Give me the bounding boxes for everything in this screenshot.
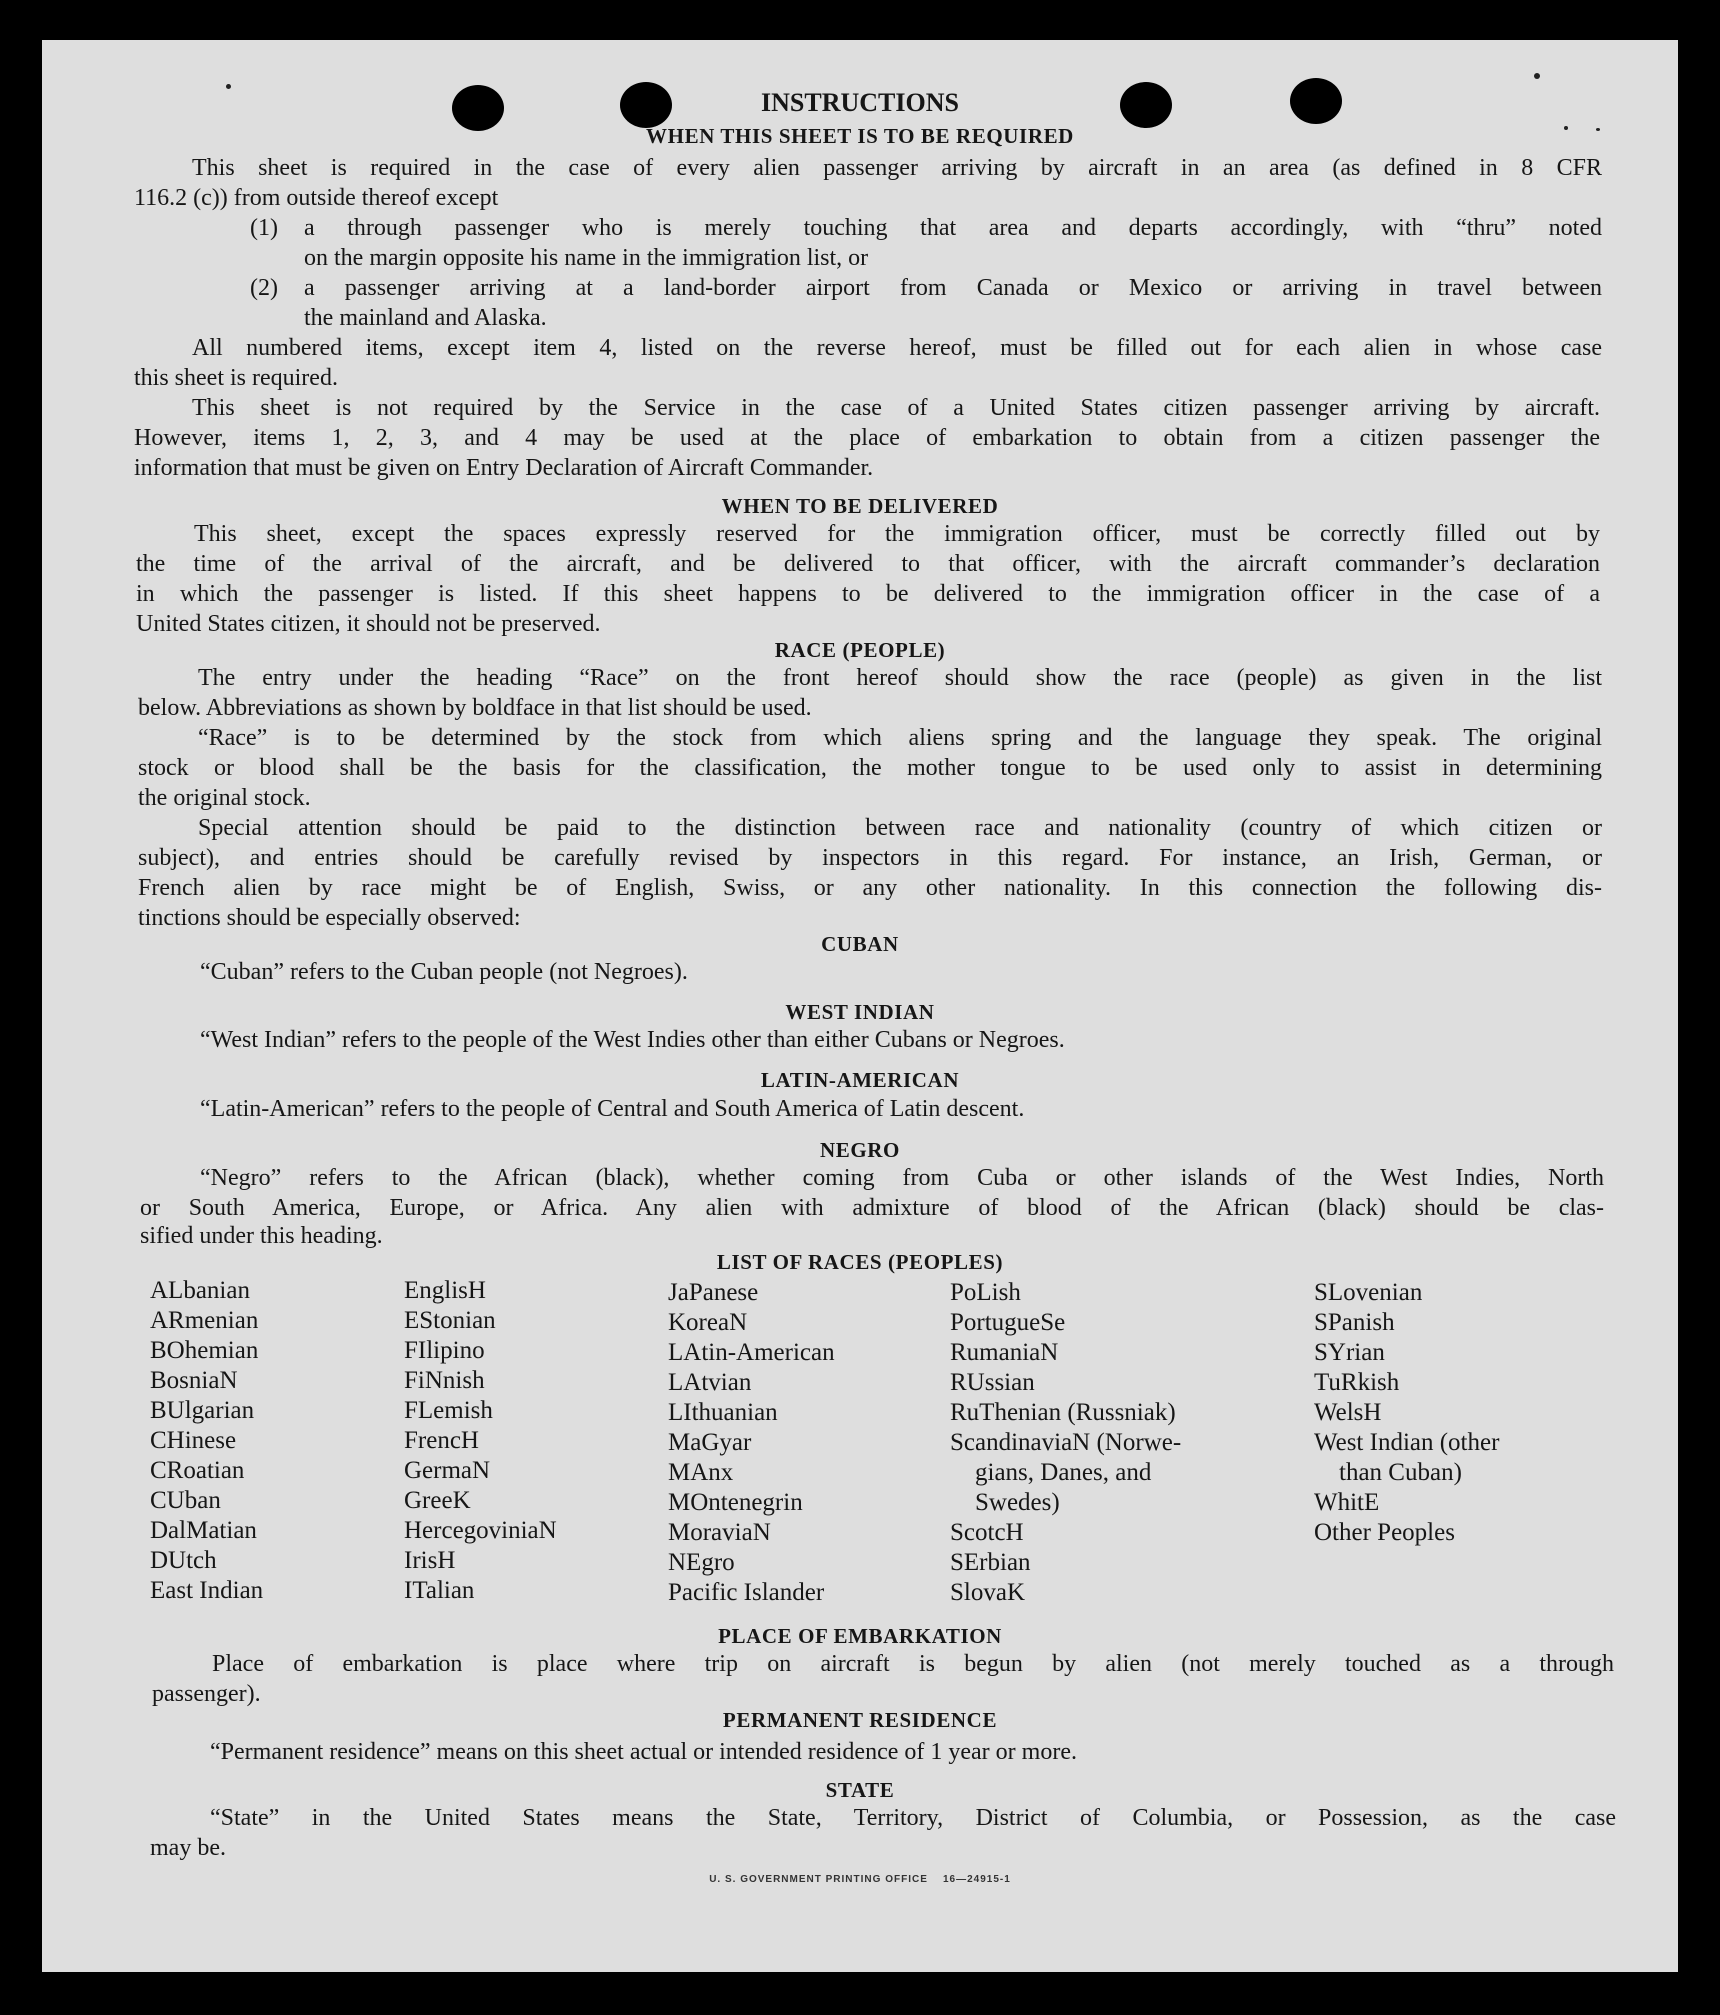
race-column-2 <box>404 1276 557 1606</box>
race-item: Pacific Islander <box>668 1579 825 1606</box>
heading-permanent-residence: PERMANENT RESIDENCE <box>722 1708 998 1732</box>
text-line: “Negro” refers to the African (black), whether coming from Cuba or other islands of the West Indies, North <box>200 1165 1604 1191</box>
race-item: SlovaK <box>950 1579 1025 1606</box>
heading-list-of-races: LIST OF RACES (PEOPLES) <box>716 1250 1004 1274</box>
text-line: “Latin-American” refers to the people of Central and South America of Latin descent. <box>200 1096 1025 1122</box>
heading-west-indian: WEST INDIAN <box>785 1000 935 1024</box>
race-item: Other Peoples <box>1314 1519 1455 1546</box>
race-item: MoraviaN <box>668 1519 771 1546</box>
text-line: All numbered items, except item 4, listed on the reverse hereof, must be filled out for each alien in whose case <box>192 335 1602 361</box>
race-column-4 <box>950 1278 1280 1608</box>
text-line: a through passenger who is merely touching that area and departs accordingly, with “thru” noted <box>304 215 1602 241</box>
race-item: EnglisH <box>404 1277 486 1304</box>
text-line: sified under this heading. <box>140 1223 383 1249</box>
text-line: “State” in the United States means the State, Territory, District of Columbia, or Possession, as the case <box>210 1805 1616 1831</box>
race-item: MAnx <box>668 1459 734 1486</box>
race-item: FIlipino <box>404 1337 485 1364</box>
text-line: in which the passenger is listed. If this sheet happens to be delivered to the immigration officer in the case of a <box>136 581 1600 607</box>
race-item: MOntenegrin <box>668 1489 803 1516</box>
race-item: ITalian <box>404 1577 475 1604</box>
race-item: LIthuanian <box>668 1399 778 1426</box>
race-item: ALbanian <box>150 1277 250 1304</box>
race-item: KoreaN <box>668 1309 748 1336</box>
race-item: ScandinaviaN (Norwe- <box>950 1429 1182 1456</box>
race-item: HercegoviniaN <box>404 1517 557 1544</box>
heading-when-required: WHEN THIS SHEET IS TO BE REQUIRED <box>646 124 1074 148</box>
text-line: 116.2 (c)) from outside thereof except <box>134 185 499 211</box>
race-item: Swedes) <box>950 1489 1060 1516</box>
race-item: GermaN <box>404 1457 491 1484</box>
race-item: SYrian <box>1314 1339 1385 1366</box>
text-line: information that must be given on Entry Declaration of Aircraft Commander. <box>134 455 874 481</box>
heading-place-of-embarkation: PLACE OF EMBARKATION <box>718 1624 1002 1648</box>
race-item: ARmenian <box>150 1307 259 1334</box>
race-item: GreeK <box>404 1487 471 1514</box>
text-line: the original stock. <box>138 785 311 811</box>
heading-when-delivered: WHEN TO BE DELIVERED <box>721 494 999 518</box>
text-line: The entry under the heading “Race” on the front hereof should show the race (people) as given in the list <box>198 665 1602 691</box>
race-item: SPanish <box>1314 1309 1395 1336</box>
text-line: “Cuban” refers to the Cuban people (not Negroes). <box>200 959 688 985</box>
race-item: WhitE <box>1314 1489 1380 1516</box>
race-item: DalMatian <box>150 1517 257 1544</box>
race-item: ScotcH <box>950 1519 1024 1546</box>
race-column-5 <box>1314 1278 1499 1548</box>
text-line: “Permanent residence” means on this sheet actual or intended residence of 1 year or more. <box>210 1739 1077 1765</box>
speck <box>1534 73 1540 79</box>
race-item: IrisH <box>404 1547 456 1574</box>
document-sheet <box>42 40 1678 1972</box>
text-line: this sheet is required. <box>134 365 338 391</box>
heading-negro: NEGRO <box>819 1138 900 1162</box>
text-line: This sheet is not required by the Service in the case of a United States citizen passenger arriving by aircraft. <box>192 395 1600 421</box>
race-column-1 <box>150 1276 263 1606</box>
race-item: East Indian <box>150 1577 264 1604</box>
race-item: MaGyar <box>668 1429 752 1456</box>
race-item: NEgro <box>668 1549 735 1576</box>
race-column-3 <box>668 1278 835 1608</box>
text-line: tinctions should be especially observed: <box>138 905 521 931</box>
race-item: FLemish <box>404 1397 493 1424</box>
race-item: TuRkish <box>1314 1369 1400 1396</box>
race-item: DUtch <box>150 1547 217 1574</box>
text-line: or South America, Europe, or Africa. Any alien with admixture of blood of the African (black) should be clas- <box>140 1195 1604 1221</box>
text-line: below. Abbreviations as shown by boldface in that list should be used. <box>138 695 812 721</box>
race-item: than Cuban) <box>1314 1459 1462 1486</box>
text-line: the mainland and Alaska. <box>304 305 547 331</box>
race-item: LAtin-American <box>668 1339 835 1366</box>
text-line: This sheet is required in the case of every alien passenger arriving by aircraft in an area (as defined in 8 CFR <box>192 155 1602 181</box>
race-item: PoLish <box>950 1279 1021 1306</box>
race-item: gians, Danes, and <box>950 1459 1152 1486</box>
race-item: West Indian (other <box>1314 1429 1500 1456</box>
race-item: FiNnish <box>404 1367 485 1394</box>
text-line: “Race” is to be determined by the stock from which aliens spring and the language they speak. The original <box>198 725 1602 751</box>
race-item: FrencH <box>404 1427 479 1454</box>
list-number: (1) <box>250 215 278 241</box>
heading-latin-american: LATIN-AMERICAN <box>760 1068 960 1092</box>
race-item: LAtvian <box>668 1369 752 1396</box>
race-item: SErbian <box>950 1549 1031 1576</box>
list-number: (2) <box>250 275 278 301</box>
race-item: RUssian <box>950 1369 1035 1396</box>
race-item: BUlgarian <box>150 1397 255 1424</box>
race-item: BosniaN <box>150 1367 238 1394</box>
page-title: INSTRUCTIONS <box>761 88 959 117</box>
text-line: However, items 1, 2, 3, and 4 may be used at the place of embarkation to obtain from a citizen passenger the <box>134 425 1600 451</box>
race-item: EStonian <box>404 1307 496 1334</box>
text-line: Special attention should be paid to the distinction between race and nationality (country of which citizen or <box>198 815 1602 841</box>
text-line: This sheet, except the spaces expressly reserved for the immigration officer, must be correctly filled out by <box>194 521 1600 547</box>
race-item: RumaniaN <box>950 1339 1059 1366</box>
heading-cuban: CUBAN <box>821 932 899 956</box>
race-item: JaPanese <box>668 1279 759 1306</box>
text-line: passenger). <box>152 1681 261 1707</box>
race-item: CUban <box>150 1487 221 1514</box>
printer-imprint: U. S. GOVERNMENT PRINTING OFFICE 16—24915-1 <box>709 1874 1011 1885</box>
text-line: Place of embarkation is place where trip on aircraft is begun by alien (not merely touched as a through <box>212 1651 1614 1677</box>
race-item: RuThenian (Russniak) <box>950 1399 1176 1426</box>
text-line: United States citizen, it should not be preserved. <box>136 611 601 637</box>
text-line: French alien by race might be of English, Swiss, or any other nationality. In this connection the following dis- <box>138 875 1602 901</box>
race-item: BOhemian <box>150 1337 259 1364</box>
text-line: subject), and entries should be carefully revised by inspectors in this regard. For instance, an Irish, German, or <box>138 845 1602 871</box>
text-line: may be. <box>150 1835 226 1861</box>
text-line: “West Indian” refers to the people of the West Indies other than either Cubans or Negroes. <box>200 1027 1065 1053</box>
race-item: CRoatian <box>150 1457 245 1484</box>
race-item: PortugueSe <box>950 1309 1066 1336</box>
text-line: a passenger arriving at a land-border airport from Canada or Mexico or arriving in travel between <box>304 275 1602 301</box>
race-item: WelsH <box>1314 1399 1382 1426</box>
text-line: on the margin opposite his name in the immigration list, or <box>304 245 869 271</box>
text-line: stock or blood shall be the basis for the classification, the mother tongue to be used only to assist in determining <box>138 755 1602 781</box>
heading-race: RACE (PEOPLE) <box>774 638 946 662</box>
heading-state: STATE <box>825 1778 895 1802</box>
text-line: the time of the arrival of the aircraft, and be delivered to that officer, with the aircraft commander’s declaration <box>136 551 1600 577</box>
race-item: CHinese <box>150 1427 237 1454</box>
race-item: SLovenian <box>1314 1279 1423 1306</box>
